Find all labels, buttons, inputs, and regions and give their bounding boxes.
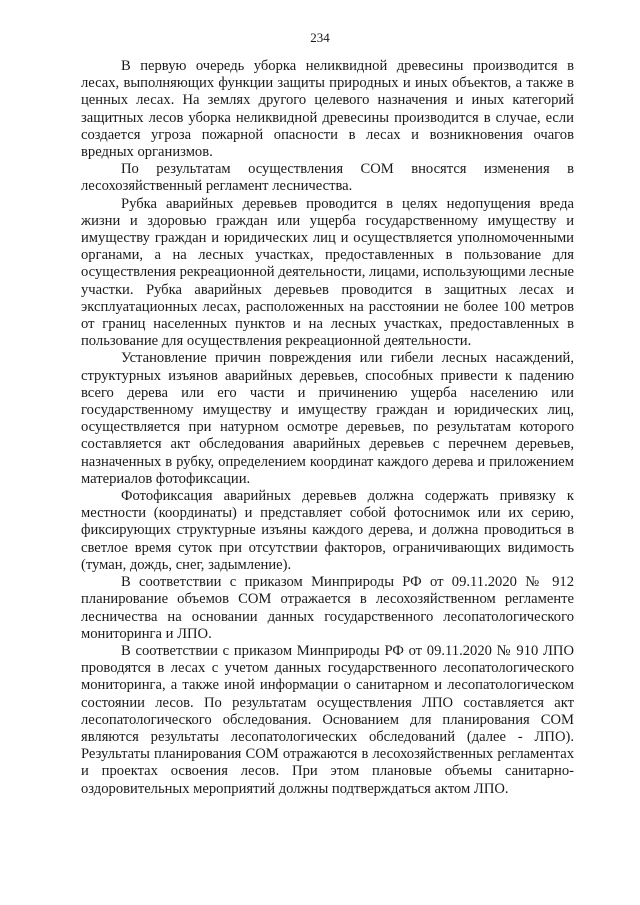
paragraph-prikaz-910: В соответствии с приказом Минприроды РФ от 09.11.2020 № 910 ЛПО проводятся в лесах с учетом данных государственного лесопатологического мониторинга, а также иной информации о санитарном и лесопатологическом состоянии лесов. По результатам осуществления ЛПО составляется акт лесопатологического обследования. Основанием для планирования СОМ являются результаты лесопатологических обследований (далее - ЛПО). Результаты планирования СОМ отражаются в лесохозяйственных регламентах и проектах освоения лесов. При этом плановые объемы санитарно-оздоровительных мероприятий должны подтверждаться актом ЛПО. xyxy=(81,642,574,797)
paragraph-rubka-avariynyh: Рубка аварийных деревьев проводится в целях недопущения вреда жизни и здоровью граждан или ущерба государственному имуществу и имуществу граждан и юридических лиц и осуществляется уполномоченными органами, а на лесных участках, предоставленных в пользование для осуществления рекреационной деятельности, лицами, использующими лесные участки. Рубка аварийных деревьев проводится в защитных лесах и эксплуатационных лесах, расположенных на расстоянии не более 100 метров от границ населенных пунктов и на лесных участках, предоставленных в пользование для осуществления рекреационной деятельности. xyxy=(81,195,574,350)
paragraph-fotofiksatsiya: Фотофиксация аварийных деревьев должна содержать привязку к местности (координаты) и представляет собой фотоснимок или их серию, фиксирующих структурные изъяны каждого дерева, и должна проводиться в светлое время суток при отсутствии факторов, ограничивающих видимость (туман, дождь, снег, задымление). xyxy=(81,488,574,573)
paragraph-prikaz-912: В соответствии с приказом Минприроды РФ от 09.11.2020 № 912 планирование объемов СОМ отражается в лесохозяйственном регламенте лесничества на основании данных государственного лесопатологического мониторинга и ЛПО. xyxy=(81,574,574,642)
paragraph-uborka: В первую очередь уборка неликвидной древесины производится в лесах, выполняющих функции защиты природных и иных объектов, а также в ценных лесах. На землях другого целевого назначения и иных категорий защитных лесов уборка неликвидной древесины производится в случае, если создается угроза пожарной опасности в лесах и возникновения очагов вредных организмов. xyxy=(81,58,574,161)
paragraph-ustanovlenie-prichin: Установление причин повреждения или гибели лесных насаждений, структурных изъянов аварийных деревьев, способных привести к падению всего дерева или его части и причинению ущерба населению или государственному имуществу и имуществу граждан и юридических лиц, осуществляется при натурном осмотре деревьев, по результатам которого составляется акт обследования аварийных деревьев с перечнем деревьев, назначенных в рубку, определением координат каждого дерева и приложением материалов фотофиксации. xyxy=(81,350,574,487)
page-number: 234 xyxy=(310,30,330,45)
document-body xyxy=(81,58,574,798)
paragraph-rezultaty-som: По результатам осуществления СОМ вносятся изменения в лесохозяйственный регламент лесничества. xyxy=(81,161,574,195)
